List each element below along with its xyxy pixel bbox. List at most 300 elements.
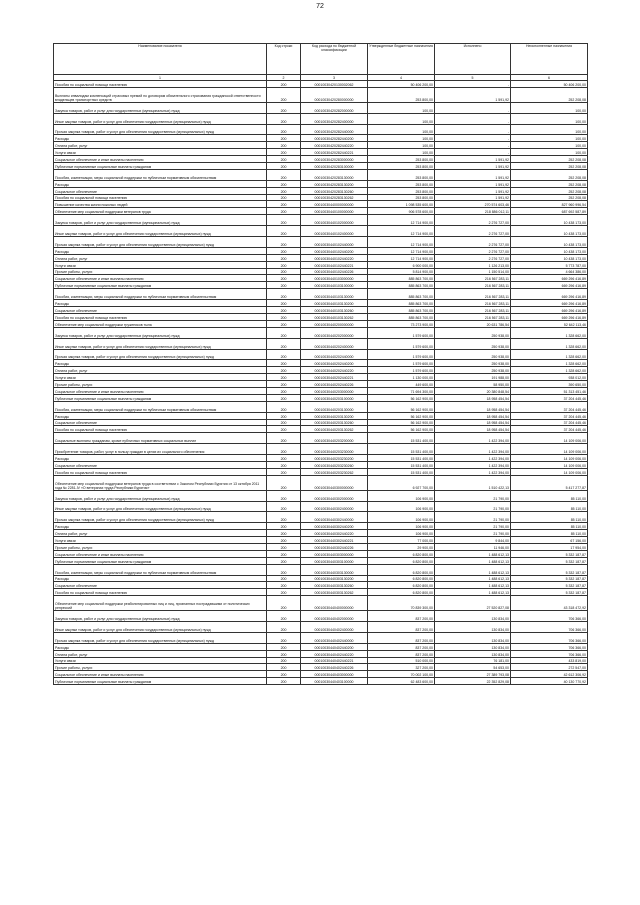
- row-approved: 56 162 900,00: [368, 419, 435, 426]
- row-unexecuted: 50 406 200,00: [511, 81, 588, 88]
- row-executed: 2 276 727,00: [435, 247, 511, 254]
- row-executed: 18 958 454,54: [435, 419, 511, 426]
- row-line-code: 200: [267, 678, 301, 685]
- row-name: Иные закупки товаров, работ и услуг для обеспечения государственных (муниципальных) нужд: [54, 226, 267, 237]
- row-approved: 71 694 300,00: [368, 387, 435, 394]
- row-expense-code: 00010030420283000000: [301, 156, 368, 163]
- column-number: 2: [267, 75, 301, 81]
- row-name: Пособия по социальной помощи населению: [54, 313, 267, 320]
- row-name: Услуги связи: [54, 261, 267, 268]
- row-name: Услуги связи: [54, 657, 267, 664]
- row-unexecuted: 51 313 451,46: [511, 387, 588, 394]
- row-unexecuted: 390 650,00: [511, 381, 588, 388]
- row-executed: 1 422 394,00: [435, 433, 511, 444]
- row-expense-code: 00010030440303130000: [301, 564, 368, 575]
- row-executed: 2 276 727,00: [435, 226, 511, 237]
- row-line-code: 200: [267, 194, 301, 201]
- row-unexecuted: 5 332 187,87: [511, 575, 588, 582]
- table-row: [54, 564, 588, 575]
- row-expense-code: 00010030420282000000: [301, 102, 368, 113]
- row-approved: 253 800,00: [368, 156, 435, 163]
- row-approved: 106 900,00: [368, 490, 435, 501]
- row-expense-code: 00010030440102440221: [301, 261, 368, 268]
- row-expense-code: 00010030440103130000: [301, 289, 368, 300]
- row-approved: 837 200,00: [368, 632, 435, 643]
- row-name: Услуги связи: [54, 374, 267, 381]
- table-row: [54, 163, 588, 170]
- table-row: [54, 523, 588, 530]
- row-name: Оплата работ, услуг: [54, 142, 267, 149]
- row-approved: 837 200,00: [368, 643, 435, 650]
- row-expense-code: 00010030440402000000: [301, 611, 368, 622]
- row-approved: 449 600,00: [368, 381, 435, 388]
- table-row: [54, 622, 588, 633]
- table-row: [54, 142, 588, 149]
- row-executed: 1 422 394,00: [435, 455, 511, 462]
- row-expense-code: 00010030440202440221: [301, 374, 368, 381]
- row-approved: 73 273 900,00: [368, 320, 435, 327]
- row-unexecuted: 85 110,00: [511, 530, 588, 537]
- row-line-code: 200: [267, 180, 301, 187]
- row-executed: 250 938,00: [435, 349, 511, 360]
- row-executed: -: [435, 124, 511, 135]
- row-approved: 837 200,00: [368, 650, 435, 657]
- row-line-code: 200: [267, 622, 301, 633]
- row-approved: 100,00: [368, 113, 435, 124]
- row-name: Закупка товаров, работ и услуг для государственных (муниципальных) нужд: [54, 215, 267, 226]
- row-expense-code: 00010030440202440000: [301, 349, 368, 360]
- row-line-code: 200: [267, 657, 301, 664]
- table-row: [54, 557, 588, 564]
- row-approved: 100,00: [368, 102, 435, 113]
- table-row: [54, 226, 588, 237]
- row-name: Закупка товаров, работ и услуг для государственных (муниципальных) нужд: [54, 490, 267, 501]
- row-expense-code: 00010030440302440226: [301, 543, 368, 550]
- row-approved: 1 579 600,00: [368, 367, 435, 374]
- row-expense-code: 00010030420283130262: [301, 194, 368, 201]
- row-name: Повышение качества жизни пожилых людей: [54, 201, 267, 208]
- row-approved: 6 820 800,00: [368, 557, 435, 564]
- row-name: Прочая закупка товаров, работ и услуг для обеспечения государственных (муниципальных) нужд: [54, 512, 267, 523]
- row-executed: -: [435, 113, 511, 124]
- row-line-code: 200: [267, 275, 301, 282]
- row-line-code: 200: [267, 254, 301, 261]
- row-line-code: 200: [267, 387, 301, 394]
- table-row: [54, 338, 588, 349]
- row-name: Социальное обеспечение: [54, 187, 267, 194]
- row-line-code: 200: [267, 307, 301, 314]
- row-line-code: 200: [267, 611, 301, 622]
- row-line-code: 200: [267, 523, 301, 530]
- table-row: [54, 169, 588, 180]
- row-line-code: 200: [267, 557, 301, 564]
- row-executed: 20 380 848,54: [435, 387, 511, 394]
- row-approved: 253 800,00: [368, 187, 435, 194]
- row-executed: 1 488 612,13: [435, 550, 511, 557]
- row-line-code: 200: [267, 394, 301, 401]
- row-unexecuted: 1 328 662,00: [511, 360, 588, 367]
- row-approved: 12 714 900,00: [368, 254, 435, 261]
- row-line-code: 200: [267, 475, 301, 490]
- row-line-code: 200: [267, 664, 301, 671]
- table-row: [54, 156, 588, 163]
- row-unexecuted: 706 366,00: [511, 650, 588, 657]
- row-line-code: 200: [267, 589, 301, 596]
- row-unexecuted: 5 417 277,87: [511, 475, 588, 490]
- row-executed: 18 958 454,54: [435, 412, 511, 419]
- row-executed: 1 488 612,13: [435, 589, 511, 596]
- row-line-code: 200: [267, 468, 301, 475]
- row-name: Расходы: [54, 360, 267, 367]
- row-executed: 130 834,00: [435, 632, 511, 643]
- row-executed: 130 834,00: [435, 622, 511, 633]
- row-line-code: 200: [267, 537, 301, 544]
- table-row: [54, 650, 588, 657]
- row-expense-code: 00010030440400000000: [301, 596, 368, 611]
- row-name: Расходы: [54, 300, 267, 307]
- row-expense-code: 00010030420283100000: [301, 163, 368, 170]
- row-line-code: 200: [267, 564, 301, 575]
- row-line-code: 200: [267, 360, 301, 367]
- row-name: Социальное обеспечение и иные выплаты населению: [54, 275, 267, 282]
- row-unexecuted: 5 332 187,87: [511, 550, 588, 557]
- row-approved: 6 820 800,00: [368, 589, 435, 596]
- row-name: Социальные выплаты гражданам, кроме публичных нормативных социальных выплат: [54, 433, 267, 444]
- row-unexecuted: 100,00: [511, 124, 588, 135]
- row-approved: 50 406 200,00: [368, 81, 435, 88]
- row-executed: 21 790,00: [435, 490, 511, 501]
- row-name: Расходы: [54, 247, 267, 254]
- table-row: [54, 582, 588, 589]
- row-executed: 216 567 283,11: [435, 282, 511, 289]
- row-unexecuted: 85 110,00: [511, 490, 588, 501]
- row-expense-code: 00010030440402440200: [301, 643, 368, 650]
- row-expense-code: 00010030420282400000: [301, 113, 368, 124]
- row-unexecuted: 706 366,00: [511, 611, 588, 622]
- row-line-code: 200: [267, 374, 301, 381]
- row-approved: 1 579 600,00: [368, 360, 435, 367]
- row-approved: 885 863 700,00: [368, 275, 435, 282]
- row-executed: 20 631 786,54: [435, 320, 511, 327]
- row-executed: 2 276 727,00: [435, 237, 511, 248]
- row-unexecuted: 10 438 173,00: [511, 226, 588, 237]
- table-row: [54, 543, 588, 550]
- row-name: Закупка товаров, работ и услуг для государственных (муниципальных) нужд: [54, 611, 267, 622]
- row-approved: 510 000,00: [368, 657, 435, 664]
- table-row: [54, 632, 588, 643]
- row-name: Пособия, компенсации, меры социальной поддержки по публичным нормативным обязательствам: [54, 289, 267, 300]
- row-executed: 21 790,00: [435, 512, 511, 523]
- row-unexecuted: 100,00: [511, 149, 588, 156]
- table-row: [54, 426, 588, 433]
- table-row: [54, 657, 588, 664]
- row-executed: 11 946,00: [435, 543, 511, 550]
- row-approved: 106 900,00: [368, 530, 435, 537]
- row-expense-code: 00010030440402440226: [301, 664, 368, 671]
- row-line-code: 200: [267, 268, 301, 275]
- row-name: Выплаты инвалидам компенсаций страховых премий по договорам обязательного страхования гражданской ответственности владельцев транспортных средств: [54, 87, 267, 102]
- row-line-code: 200: [267, 261, 301, 268]
- row-executed: 250 938,00: [435, 338, 511, 349]
- row-name: Прочие работы, услуги: [54, 381, 267, 388]
- row-name: Публичные нормативные социальные выплаты гражданам: [54, 557, 267, 564]
- table-row: [54, 664, 588, 671]
- row-executed: 130 834,00: [435, 650, 511, 657]
- row-expense-code: 00010030440302440200: [301, 523, 368, 530]
- row-approved: 106 900,00: [368, 501, 435, 512]
- row-approved: 6 900 000,00: [368, 261, 435, 268]
- row-line-code: 200: [267, 512, 301, 523]
- row-unexecuted: 10 438 173,00: [511, 254, 588, 261]
- row-executed: 250 938,00: [435, 327, 511, 338]
- row-executed: -: [435, 135, 511, 142]
- row-name: Иные закупки товаров, работ и услуг для обеспечения государственных (муниципальных) нужд: [54, 113, 267, 124]
- row-approved: 885 863 700,00: [368, 313, 435, 320]
- table-row: [54, 671, 588, 678]
- row-executed: 1 591,92: [435, 169, 511, 180]
- row-approved: 906 578 600,00: [368, 208, 435, 215]
- row-unexecuted: 52 642 113,46: [511, 320, 588, 327]
- row-approved: 70 002 100,00: [368, 671, 435, 678]
- row-expense-code: 00010030440202440220: [301, 367, 368, 374]
- row-executed: 1 591,92: [435, 187, 511, 194]
- row-unexecuted: 5 332 187,87: [511, 589, 588, 596]
- row-line-code: 200: [267, 237, 301, 248]
- row-executed: 1 422 394,00: [435, 461, 511, 468]
- row-name: Социальное обеспечение и иные выплаты населению: [54, 387, 267, 394]
- table-row: [54, 678, 588, 685]
- row-executed: 22 352 829,08: [435, 678, 511, 685]
- row-approved: 885 863 700,00: [368, 300, 435, 307]
- row-expense-code: 00010030440303130260: [301, 582, 368, 589]
- table-row: [54, 180, 588, 187]
- row-line-code: 200: [267, 208, 301, 215]
- table-row: [54, 124, 588, 135]
- table-row: [54, 349, 588, 360]
- row-executed: 216 567 283,11: [435, 313, 511, 320]
- row-approved: 106 900,00: [368, 523, 435, 530]
- row-approved: 5 814 900,00: [368, 268, 435, 275]
- row-expense-code: 00010030440203130262: [301, 426, 368, 433]
- row-line-code: 200: [267, 349, 301, 360]
- row-name: Пособия, компенсации, меры социальной поддержки по публичным нормативным обязательствам: [54, 564, 267, 575]
- row-name: Прочая закупка товаров, работ и услуг для обеспечения государственных (муниципальных) нужд: [54, 632, 267, 643]
- row-name: Социальное обеспечение: [54, 461, 267, 468]
- row-executed: 216 567 283,11: [435, 307, 511, 314]
- row-executed: 1 510 422,13: [435, 475, 511, 490]
- row-expense-code: 00010030440100000000: [301, 208, 368, 215]
- row-expense-code: 00010030420282440220: [301, 142, 368, 149]
- table-row: [54, 320, 588, 327]
- row-name: Оплата работ, услуг: [54, 530, 267, 537]
- row-line-code: 200: [267, 149, 301, 156]
- row-approved: 15 531 400,00: [368, 461, 435, 468]
- row-line-code: 200: [267, 367, 301, 374]
- row-unexecuted: 14 109 006,00: [511, 468, 588, 475]
- row-line-code: 200: [267, 102, 301, 113]
- row-executed: 191 988,00: [435, 374, 511, 381]
- row-line-code: 200: [267, 530, 301, 537]
- row-executed: 270 574 603,46: [435, 201, 511, 208]
- row-unexecuted: 1 328 662,00: [511, 367, 588, 374]
- table-row: [54, 501, 588, 512]
- row-approved: 70 839 300,00: [368, 596, 435, 611]
- row-unexecuted: 14 109 006,00: [511, 433, 588, 444]
- table-row: [54, 530, 588, 537]
- row-executed: 250 938,00: [435, 360, 511, 367]
- row-line-code: 200: [267, 289, 301, 300]
- table-row: [54, 468, 588, 475]
- row-unexecuted: 10 438 173,00: [511, 237, 588, 248]
- table-row: [54, 433, 588, 444]
- row-unexecuted: 10 438 173,00: [511, 247, 588, 254]
- row-line-code: 200: [267, 381, 301, 388]
- row-unexecuted: 687 692 587,89: [511, 208, 588, 215]
- table-row: [54, 268, 588, 275]
- row-expense-code: 00010030440202000000: [301, 327, 368, 338]
- row-unexecuted: 100,00: [511, 113, 588, 124]
- header-unexecuted: Неисполненные назначения: [511, 44, 588, 75]
- table-row: [54, 187, 588, 194]
- row-expense-code: 00010030440202440226: [301, 381, 368, 388]
- row-expense-code: 00010030440203230262: [301, 468, 368, 475]
- row-approved: 100,00: [368, 124, 435, 135]
- row-name: Социальное обеспечение и иные выплаты населению: [54, 671, 267, 678]
- row-unexecuted: 1 328 662,00: [511, 327, 588, 338]
- row-unexecuted: 85 110,00: [511, 501, 588, 512]
- row-expense-code: 00010030440203200000: [301, 433, 368, 444]
- row-expense-code: 00010030440103130200: [301, 300, 368, 307]
- row-approved: 1 579 600,00: [368, 338, 435, 349]
- row-unexecuted: 5 332 187,87: [511, 557, 588, 564]
- column-number: 1: [54, 75, 267, 81]
- row-line-code: 200: [267, 300, 301, 307]
- row-approved: 15 531 400,00: [368, 433, 435, 444]
- row-line-code: 200: [267, 596, 301, 611]
- row-line-code: 200: [267, 444, 301, 455]
- row-line-code: 200: [267, 550, 301, 557]
- row-approved: 6 820 800,00: [368, 575, 435, 582]
- row-unexecuted: 14 109 006,00: [511, 455, 588, 462]
- row-expense-code: 00010030420280000000: [301, 87, 368, 102]
- table-row: [54, 387, 588, 394]
- row-unexecuted: 669 296 416,89: [511, 282, 588, 289]
- row-expense-code: 00010030440203230260: [301, 461, 368, 468]
- row-expense-code: 00010030440203230000: [301, 444, 368, 455]
- row-expense-code: 00010030440202400000: [301, 338, 368, 349]
- row-name: Оплата работ, услуг: [54, 650, 267, 657]
- row-executed: 1 488 612,13: [435, 564, 511, 575]
- row-executed: 218 886 012,11: [435, 208, 511, 215]
- row-name: Публичные нормативные социальные выплаты гражданам: [54, 282, 267, 289]
- row-approved: 837 200,00: [368, 611, 435, 622]
- table-row: [54, 81, 588, 88]
- row-line-code: 200: [267, 412, 301, 419]
- row-expense-code: 00010030440103100000: [301, 282, 368, 289]
- row-approved: 62 483 600,00: [368, 678, 435, 685]
- row-approved: 6 820 800,00: [368, 582, 435, 589]
- row-name: Оплата работ, услуг: [54, 367, 267, 374]
- row-unexecuted: 252 208,08: [511, 163, 588, 170]
- row-approved: 12 714 900,00: [368, 215, 435, 226]
- row-executed: 18 958 454,54: [435, 426, 511, 433]
- row-executed: 2 276 727,00: [435, 254, 511, 261]
- row-unexecuted: 37 204 445,46: [511, 412, 588, 419]
- row-line-code: 200: [267, 419, 301, 426]
- row-name: Пособия, компенсации, меры социальной поддержки по публичным нормативным обязательствам: [54, 169, 267, 180]
- row-approved: 15 531 400,00: [368, 455, 435, 462]
- row-unexecuted: 100,00: [511, 135, 588, 142]
- row-unexecuted: 433 819,00: [511, 657, 588, 664]
- row-unexecuted: 17 954,00: [511, 543, 588, 550]
- row-line-code: 200: [267, 543, 301, 550]
- row-name: Расходы: [54, 180, 267, 187]
- row-approved: 253 800,00: [368, 163, 435, 170]
- row-line-code: 200: [267, 671, 301, 678]
- row-line-code: 200: [267, 650, 301, 657]
- header-indicator: Наименование показателя: [54, 44, 267, 75]
- row-executed: 216 567 283,11: [435, 289, 511, 300]
- row-expense-code: 00010030440000000000: [301, 201, 368, 208]
- row-name: Расходы: [54, 135, 267, 142]
- row-approved: 6 820 800,00: [368, 564, 435, 575]
- row-expense-code: 00010030440303130200: [301, 575, 368, 582]
- row-unexecuted: 252 208,08: [511, 156, 588, 163]
- row-name: Социальное обеспечение: [54, 419, 267, 426]
- table-row: [54, 643, 588, 650]
- row-expense-code: 00010030440403000000: [301, 671, 368, 678]
- row-expense-code: 00010030440203000000: [301, 387, 368, 394]
- column-number: 4: [368, 75, 435, 81]
- row-executed: 250 938,00: [435, 367, 511, 374]
- row-name: Прочие работы, услуги: [54, 268, 267, 275]
- row-approved: 100,00: [368, 149, 435, 156]
- row-unexecuted: 706 366,00: [511, 643, 588, 650]
- table-row: [54, 87, 588, 102]
- table-row: [54, 367, 588, 374]
- row-line-code: 200: [267, 433, 301, 444]
- row-expense-code: 00010030440103130262: [301, 313, 368, 320]
- table-row: [54, 313, 588, 320]
- row-expense-code: 00010030440103130260: [301, 307, 368, 314]
- row-name: Прочая закупка товаров, работ и услуг для обеспечения государственных (муниципальных) нужд: [54, 124, 267, 135]
- row-name: Закупка товаров, работ и услуг для государственных (муниципальных) нужд: [54, 327, 267, 338]
- row-executed: 21 790,00: [435, 530, 511, 537]
- row-name: Закупка товаров, работ и услуг для государственных (муниципальных) нужд: [54, 102, 267, 113]
- table-row: [54, 208, 588, 215]
- column-number: 3: [301, 75, 368, 81]
- row-expense-code: 00010030440302000000: [301, 490, 368, 501]
- row-approved: 106 900,00: [368, 512, 435, 523]
- row-line-code: 200: [267, 142, 301, 149]
- table-row: [54, 327, 588, 338]
- table-row: [54, 381, 588, 388]
- row-expense-code: 00010030440102400000: [301, 226, 368, 237]
- row-expense-code: 00010030420130002062: [301, 81, 368, 88]
- row-expense-code: 00010030440302440220: [301, 530, 368, 537]
- row-executed: 76 181,00: [435, 657, 511, 664]
- table-row: [54, 596, 588, 611]
- header-expense-code: Код расхода по бюджетной классификации: [301, 44, 368, 75]
- row-approved: 12 714 900,00: [368, 226, 435, 237]
- row-executed: 216 567 283,11: [435, 275, 511, 282]
- table-row: [54, 512, 588, 523]
- table-row: [54, 455, 588, 462]
- row-executed: 27 520 827,08: [435, 596, 511, 611]
- row-name: Пособия по социальной помощи населению: [54, 426, 267, 433]
- table-row: [54, 215, 588, 226]
- row-name: Публичные нормативные социальные выплаты гражданам: [54, 394, 267, 401]
